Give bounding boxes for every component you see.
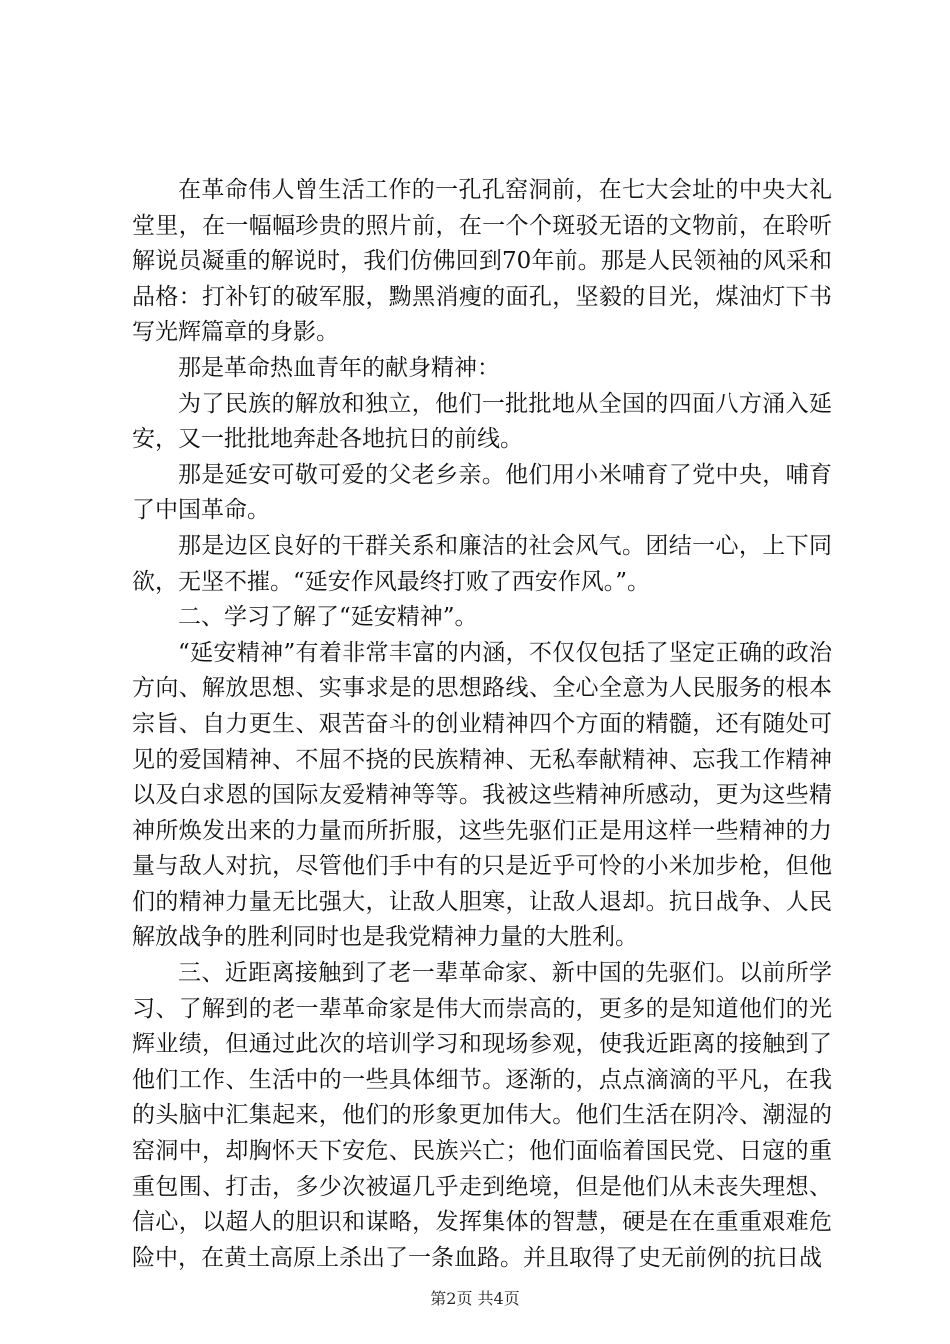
paragraph-yanan-spirit: “延安精神”有着非常丰富的内涵，不仅仅包括了坚定正确的政治方向、解放思想、实事求是的思想路线、全心全意为人民服务的根本宗旨、自力更生、艰苦奋斗的创业精神四个方面的精髓，还有随处可见的爱国精神、不屈不挠的民族精神、无私奉献精神、忘我工作精神以及白求恩的国际友爱精神等等。我被这些精神所感动，更为这些精神所焕发出来的力量而所折服，这些先驱们正是用这样一些精神的力量与敌人对抗，尽管他们手中有的只是近乎可怜的小米加步枪，但他们的精神力量无比强大，让敌人胆寒，让敌人退却。抗日战争、人民解放战争的胜利同时也是我党精神力量的大胜利。: [132, 639, 832, 951]
page-number-footer: 第2页 共4页: [430, 1289, 520, 1308]
paragraph-revolutionary-pioneers: 三、近距离接触到了老一辈革命家、新中国的先驱们。以前所学习、了解到的老一辈革命家是伟大而崇高的，更多的是知道他们的光辉业绩，但通过此次的培训学习和现场参观，使我近距离的接触到了他们工作、生活中的一些具体细节。逐渐的，点点滴滴的平凡，在我的头脑中汇集起来，他们的形象更加伟大。他们生活在阴冷、潮湿的窑洞中，却胸怀天下安危、民族兴亡；他们面临着国民党、日寇的重重包围、打击，多少次被逼几乎走到绝境，但是他们从未丧失理想、信心，以超人的胆识和谋略，发挥集体的智慧，硬是在在重重艰难危险中，在黄土高原上杀出了一条血路。并且取得了史无前例的抗日战: [132, 960, 832, 1271]
section-heading-yanan-spirit: 二、学习了解了“延安精神”。: [178, 604, 478, 631]
paragraph-villagers: 那是延安可敬可爱的父老乡亲。他们用小米哺育了党中央，哺育了中国革命。: [132, 461, 832, 524]
paragraph-national-liberation: 为了民族的解放和独立，他们一批批地从全国的四面八方涌入延安，又一批批地奔赴各地抗日的前线。: [132, 390, 832, 453]
paragraph-yanan-memories: 在革命伟人曾生活工作的一孔孔窑洞前，在七大会址的中央大礼堂里，在一幅幅珍贵的照片前，在一个个斑驳无语的文物前，在聆听解说员凝重的解说时，我们仿佛回到70年前。那是人民领袖的风采和品格：打补钉的破军服，黝黑消瘦的面孔，坚毅的目光，煤油灯下书写光辉篇章的身影。: [132, 177, 832, 346]
paragraph-youth-dedication: 那是革命热血青年的献身精神：: [178, 354, 500, 381]
paragraph-social-ethos: 那是边区良好的干群关系和廉洁的社会风气。团结一心，上下同欲，无坚不摧。“延安作风最终打败了西安作风。”。: [132, 532, 832, 595]
document-body: [132, 173, 832, 1276]
